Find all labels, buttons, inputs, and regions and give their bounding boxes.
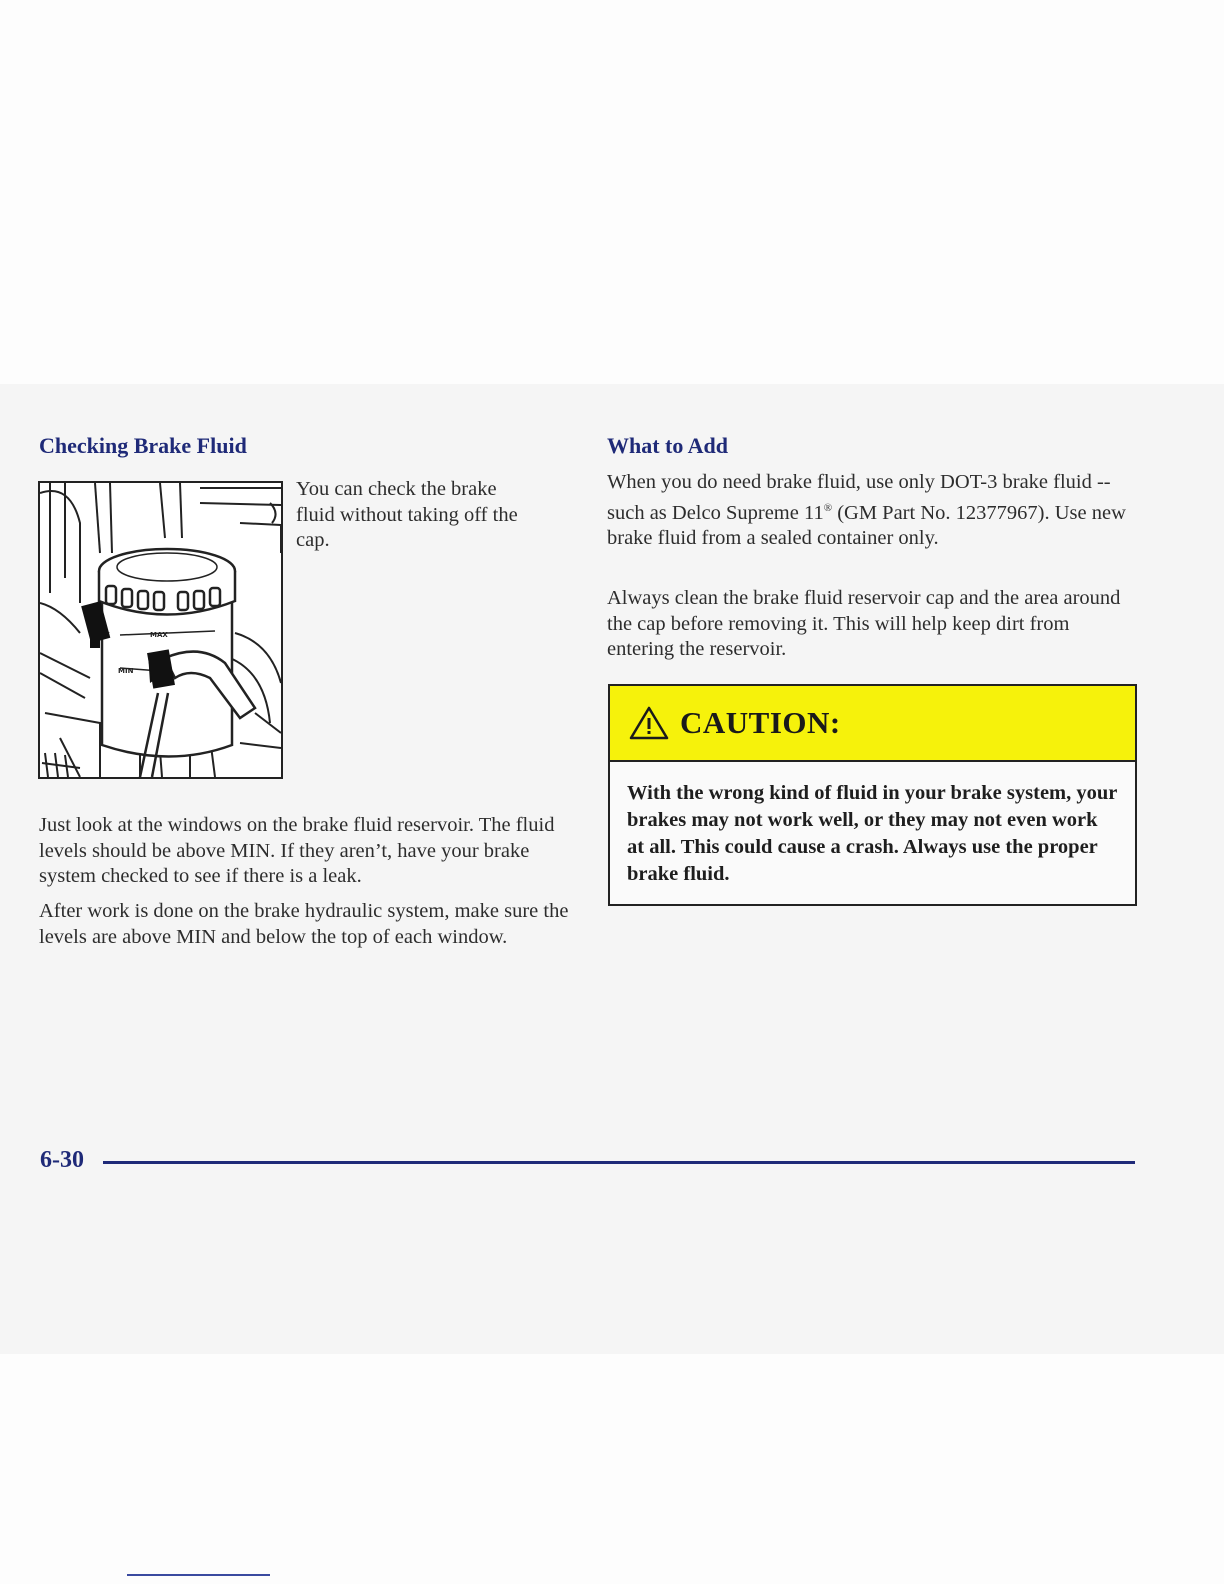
- section-heading-what-to-add: What to Add: [607, 433, 729, 458]
- caution-box: [608, 684, 1137, 906]
- registered-mark: ®: [823, 501, 833, 514]
- right-paragraph-1-text-b: (GM Part No. 12377967). Use new brake fluid from a sealed container only.: [607, 501, 1126, 549]
- left-paragraph-1: Just look at the windows on the brake fluid reservoir. The fluid levels should be above MIN. If they aren’t, have your brake system checked to see if there is a leak.: [39, 814, 555, 887]
- caution-body: With the wrong kind of fluid in your brake system, your brakes may not work well, or they may not even work at all. This could cause a crash. Always use the proper brake fluid.: [627, 782, 1117, 885]
- warning-triangle-icon: [628, 705, 670, 741]
- max-label: MAX: [150, 631, 168, 639]
- brake-fluid-reservoir-illustration: [38, 481, 283, 779]
- right-paragraph-1-text-a: When you do need brake fluid, use only DOT-3 brake fluid -- such as Delco Supreme 11: [607, 471, 1111, 524]
- left-paragraph-2: After work is done on the brake hydraulic system, make sure the levels are above MIN and below the top of each window.: [39, 900, 569, 948]
- footer-rule: [103, 1161, 1135, 1164]
- caution-header: [610, 686, 1135, 762]
- bottom-rule: [127, 1574, 270, 1576]
- right-paragraph-1: [607, 470, 1127, 551]
- right-paragraph-2: Always clean the brake fluid reservoir cap and the area around the cap before removing it. This will help keep dirt from entering the reservoir.: [607, 587, 1121, 660]
- figure-caption: You can check the brake fluid without taking off the cap.: [296, 478, 518, 551]
- page-number: 6-30: [40, 1147, 84, 1173]
- section-heading-checking-brake-fluid: Checking Brake Fluid: [39, 433, 247, 458]
- caution-title: CAUTION:: [680, 705, 841, 740]
- reservoir-drawing: [40, 483, 281, 777]
- min-label: MIN: [118, 667, 134, 675]
